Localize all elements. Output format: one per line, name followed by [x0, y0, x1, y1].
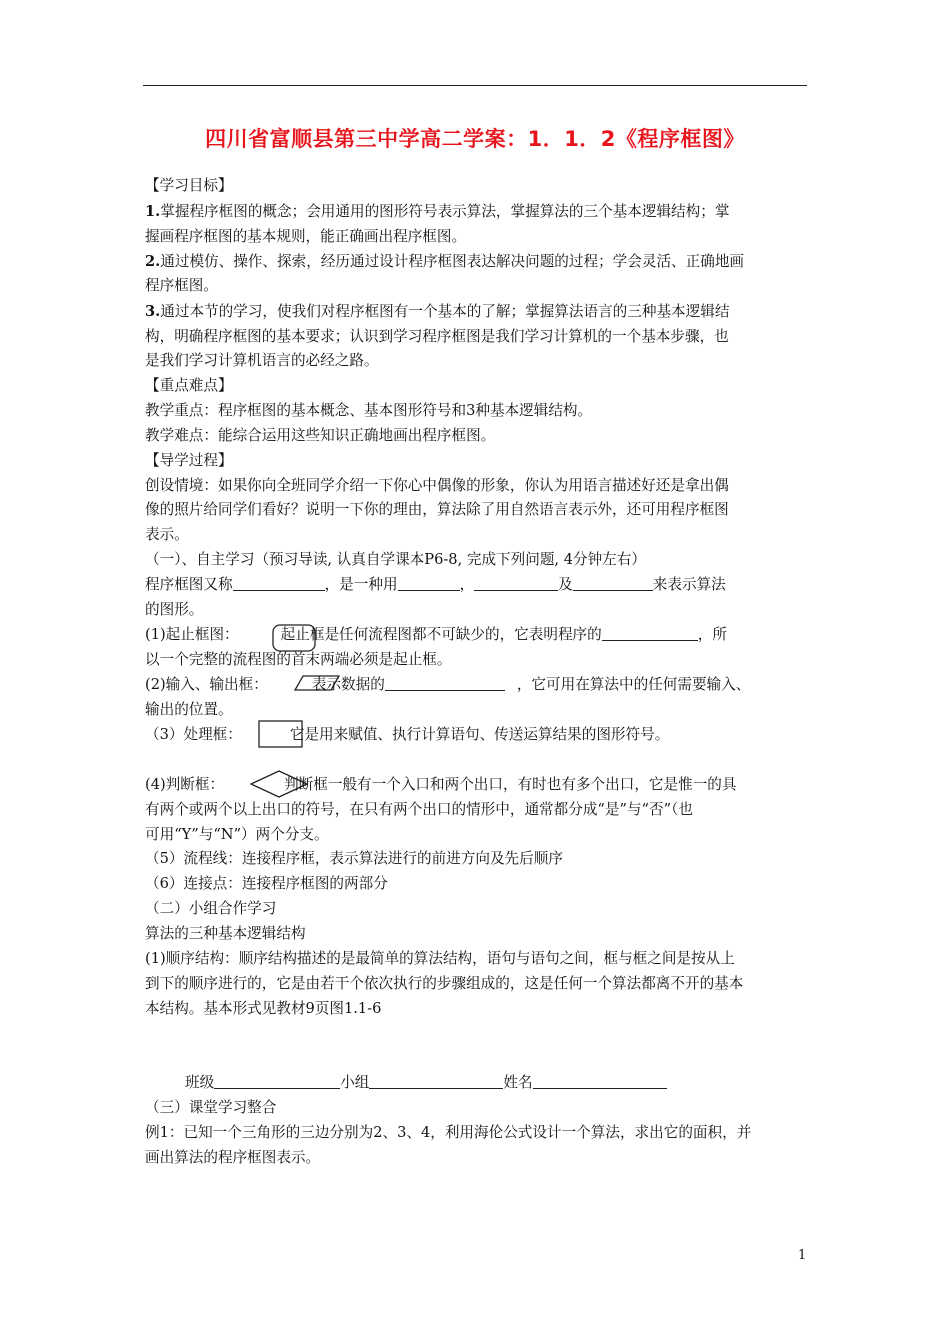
item-4-line-2: 有两个或两个以上出口的符号，在只有两个出口的情形中，通常都分成“是”与“否”（也 — [145, 801, 693, 818]
fill-text-e: 来表示算法 — [652, 576, 726, 593]
item-1-text: 起止框是任何流程图都不可缺少的，它表明程序的 — [280, 626, 602, 643]
item-2-end: ，它可用在算法中的任何需要输入、 — [516, 676, 751, 693]
group-field[interactable] — [369, 1073, 503, 1089]
item-2-line-1 — [145, 675, 750, 695]
answer-blank-4[interactable] — [573, 575, 653, 591]
page-number: 1 — [798, 1248, 807, 1263]
name-field[interactable] — [533, 1073, 667, 1089]
page-title: 四川省富顺县第三中学高二学案：1．1．2《程序框图》 — [205, 127, 745, 151]
header-rule — [143, 85, 807, 86]
answer-blank-5[interactable] — [602, 625, 698, 641]
intro-line-3: 表示。 — [145, 526, 189, 543]
sequence-line-1: (1)顺序结构：顺序结构描述的是最简单的算法结构，语句与语句之间，框与框之间是按从上 — [145, 950, 735, 967]
fill-text-b: ，是一种用 — [324, 576, 398, 593]
goal-3-number: 3. — [145, 303, 161, 320]
item-2-text: 表示数据的 — [311, 676, 385, 693]
student-info-line — [185, 1073, 667, 1093]
fill-blank-line-2: 的图形。 — [145, 601, 204, 618]
section-heading-process: 【导学过程】 — [145, 452, 233, 469]
fill-text-d: 及 — [558, 576, 573, 593]
intro-line-2: 像的照片给同学们看好？说明一下你的理由，算法除了用自然语言表示外，还可用程序框图 — [145, 501, 729, 518]
answer-blank-6[interactable] — [385, 675, 505, 691]
fill-blank-line — [145, 575, 726, 595]
class-label: 班级 — [185, 1074, 215, 1091]
item-3-label: （3）处理框： — [145, 726, 242, 743]
class-field[interactable] — [214, 1073, 340, 1089]
goal-3-text: 通过本节的学习，使我们对程序框图有一个基本的了解；掌握算法语言的三种基本逻辑结 — [160, 303, 730, 320]
item-4-text: 判断框一般有一个入口和两个出口，有时也有多个出口，它是惟一的具 — [284, 776, 737, 793]
goal-3-line-1 — [145, 302, 729, 322]
fill-text-a: 程序框图又称 — [145, 576, 233, 593]
example-1-line-2: 画出算法的程序框图表示。 — [145, 1149, 321, 1166]
answer-blank-1[interactable] — [233, 575, 325, 591]
item-6-line: （6）连接点：连接程序框图的两部分 — [145, 875, 388, 892]
fill-text-c: ， — [459, 576, 475, 593]
name-label: 姓名 — [503, 1074, 533, 1091]
item-4-label: (4)判断框： — [145, 776, 225, 793]
goal-2-number: 2. — [145, 253, 161, 270]
subsection-group-study: （二）小组合作学习 — [145, 900, 277, 917]
item-3-text: 它是用来赋值、执行计算语句、传送运算结果的图形符号。 — [289, 726, 670, 743]
item-4-line-1 — [145, 775, 736, 795]
section-heading-goals: 【学习目标】 — [145, 177, 233, 194]
goal-1-number: 1. — [145, 203, 161, 220]
item-1-line-1 — [145, 625, 727, 645]
item-4-line-3: 可用“Y”与“N”）两个分支。 — [145, 826, 329, 843]
example-1-line-1: 例1：已知一个三角形的三边分别为2、3、4，利用海伦公式设计一个算法，求出它的面积，并 — [145, 1124, 752, 1141]
item-1-line-2: 以一个完整的流程图的首末两端必须是起止框。 — [145, 651, 452, 668]
item-3-line — [145, 725, 669, 745]
difficulty-line: 教学难点：能综合运用这些知识正确地画出程序框图。 — [145, 427, 496, 444]
item-1-end: ，所 — [697, 626, 727, 643]
section-heading-key: 【重点难点】 — [145, 377, 233, 394]
item-2-label: (2)输入、输出框： — [145, 676, 268, 693]
key-point-line: 教学重点：程序框图的基本概念、基本图形符号和3种基本逻辑结构。 — [145, 402, 593, 419]
sequence-line-3: 本结构。基本形式见教材9页图1.1-6 — [145, 1000, 382, 1017]
answer-blank-2[interactable] — [398, 575, 460, 591]
subsection-self-study: （一）、自主学习（预习导读, 认真自学课本P6-8, 完成下列问题, 4分钟左右） — [145, 551, 646, 568]
item-2-line-2: 输出的位置。 — [145, 701, 233, 718]
goal-1-text: 掌握程序框图的概念；会用通用的图形符号表示算法，掌握算法的三个基本逻辑结构；掌 — [160, 203, 730, 220]
goal-2-text: 通过模仿、操作、探索，经历通过设计程序框图表达解决问题的过程；学会灵活、正确地画 — [160, 253, 745, 270]
goal-1-line-2: 握画程序框图的基本规则，能正确画出程序框图。 — [145, 228, 467, 245]
item-5-line: （5）流程线：连接程序框，表示算法进行的前进方向及先后顺序 — [145, 850, 563, 867]
goal-3-line-3: 是我们学习计算机语言的必经之路。 — [145, 352, 379, 369]
group-label: 小组 — [340, 1074, 370, 1091]
goal-1-line-1 — [145, 202, 729, 222]
answer-blank-3[interactable] — [474, 575, 558, 591]
sequence-line-2: 到下的顺序进行的，它是由若干个依次执行的步骤组成的，这是任何一个算法都离不开的基本 — [145, 975, 744, 992]
goal-2-line-2: 程序框图。 — [145, 277, 218, 294]
intro-line-1: 创设情境：如果你向全班同学介绍一下你心中偶像的形象，你认为用语言描述好还是拿出偶 — [145, 477, 729, 494]
item-1-label: (1)起止框图： — [145, 626, 239, 643]
goal-3-line-2: 构，明确程序框图的基本要求；认识到学习程序框图是我们学习计算机的一个基本步骤，也 — [145, 328, 729, 345]
goal-2-line-1 — [145, 252, 744, 272]
subsection-integration: （三）课堂学习整合 — [145, 1099, 277, 1116]
algorithm-structures-heading: 算法的三种基本逻辑结构 — [145, 925, 306, 942]
